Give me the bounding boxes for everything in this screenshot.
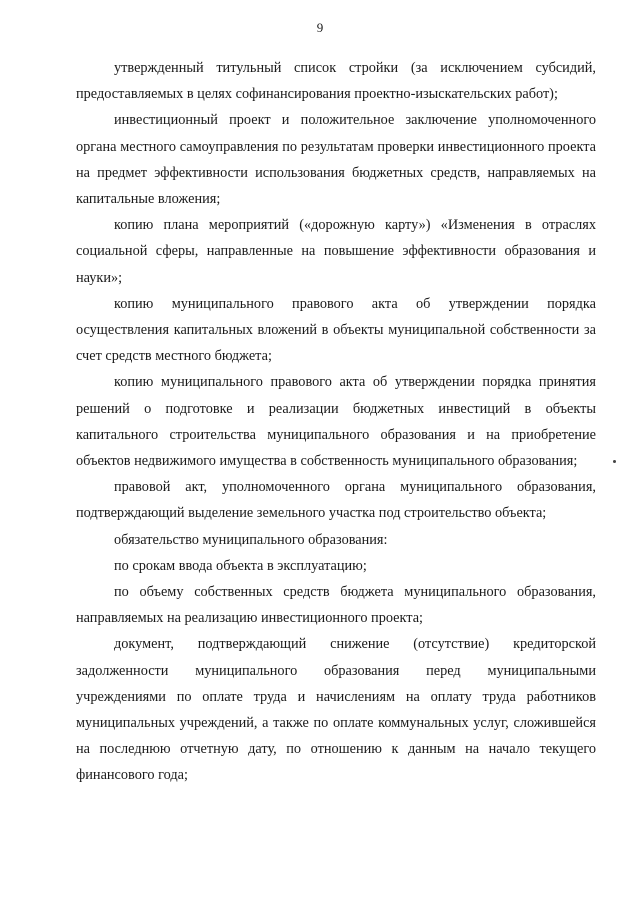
paragraph-commissioning-terms: по срокам ввода объекта в эксплуатацию;: [114, 557, 367, 574]
paragraph-investment-project: инвестиционный проект и положительное заключение уполномоченного органа местного самоуправления по результатам проверки инвестиционного проекта на предмет эффективности использования бюджетных средств, направляемых на капитальные вложения;: [76, 112, 596, 208]
paragraph-obligation: обязательство муниципального образования:: [114, 531, 388, 548]
paragraph-own-funds: по объему собственных средств бюджета муниципального образования, направляемых на реализацию инвестиционного проекта;: [76, 584, 596, 627]
paragraph-debt-reduction: документ, подтверждающий снижение (отсутствие) кредиторской задолженности муниципального образования перед муниципальными учреждениями по оплате труда и начислениям на оплату труда работников муниципальных учреждений, а также по оплате коммунальных услуг, сложившейся на последнюю отчетную дату, по отношению к данным на начало текущего финансового года;: [76, 636, 596, 784]
document-body: [76, 55, 596, 789]
paragraph-budget-investment-act: копию муниципального правового акта об утверждении порядка принятия решений о подготовке и реализации бюджетных инвестиций в объекты капитального строительства муниципального образования и на приобретение объектов недвижимого имущества в собственность муниципального образования;: [76, 374, 596, 470]
page-number: 9: [316, 20, 324, 35]
scan-speck: [613, 460, 616, 463]
paragraph-roadmap: копию плана мероприятий («дорожную карту») «Изменения в отраслях социальной сферы, направленные на повышение эффективности образования и науки»;: [76, 217, 596, 286]
paragraph-capital-investment-act: копию муниципального правового акта об утверждении порядка осуществления капитальных вложений в объекты муниципальной собственности за счет средств местного бюджета;: [76, 295, 596, 365]
paragraph-land-plot-act: правовой акт, уполномоченного органа муниципального образования, подтверждающий выделение земельного участка под строительство объекта;: [76, 479, 596, 522]
paragraph-title-list: утвержденный титульный список стройки (за исключением субсидий, предоставляемых в целях софинансирования проектно-изыскательских работ);: [76, 60, 596, 103]
